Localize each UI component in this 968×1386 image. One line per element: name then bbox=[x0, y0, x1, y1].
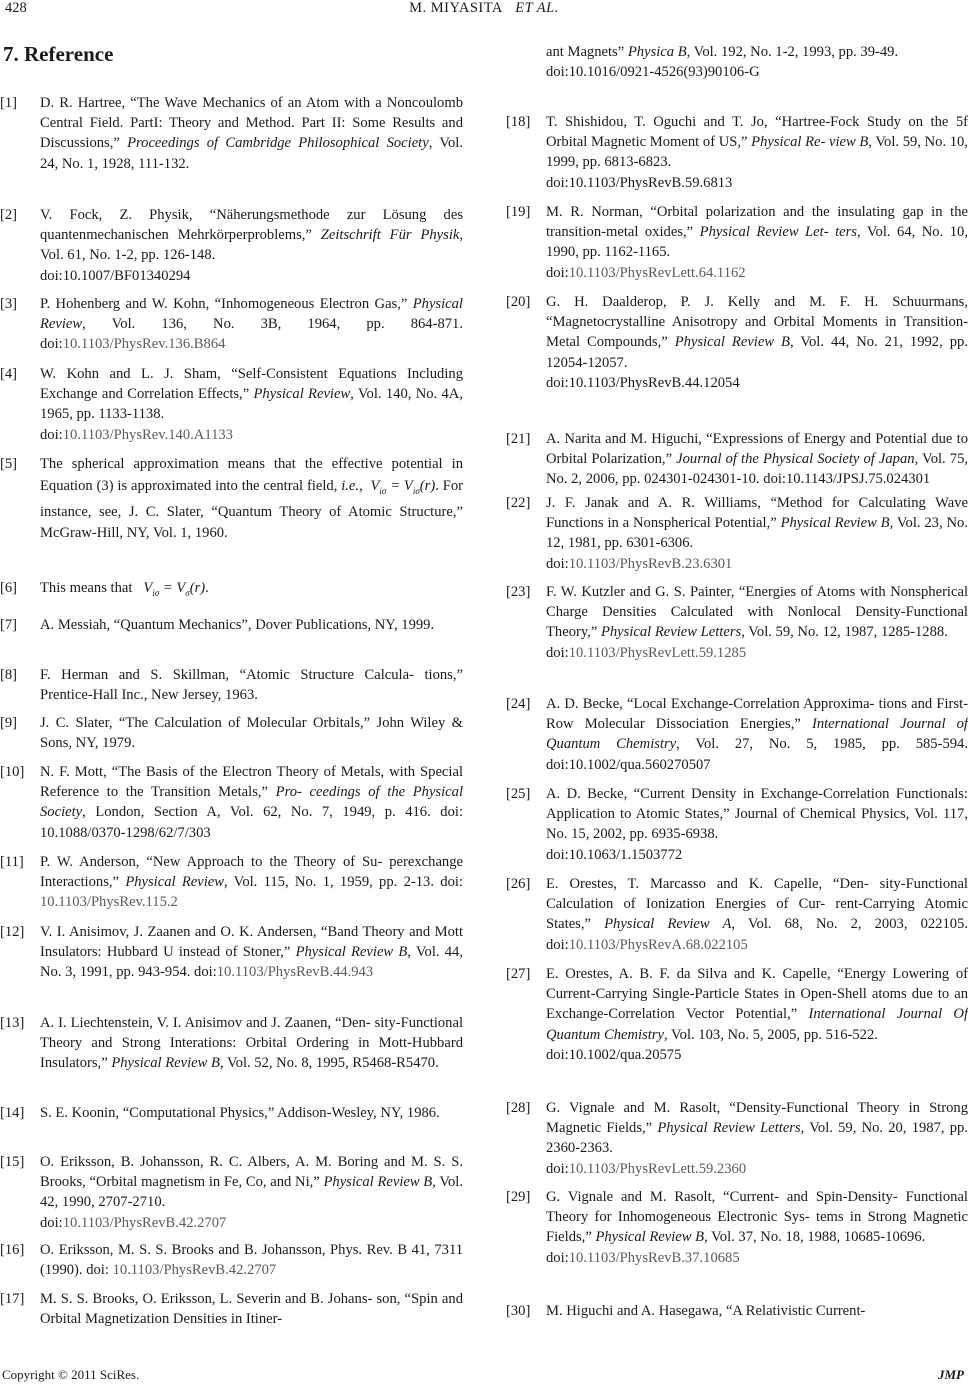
doi[interactable]: doi:10.1103/PhysRevB.59.6813 bbox=[546, 174, 733, 191]
doi[interactable]: doi:10.1007/BF01340294 bbox=[40, 267, 191, 284]
journal-title: Physical Review Let- ters bbox=[699, 224, 857, 241]
journal-title: Physical Review B bbox=[595, 1229, 705, 1246]
journal-title: Physical Re- view B bbox=[751, 134, 869, 151]
journal-title: Physical Review A bbox=[604, 916, 732, 933]
doi-link[interactable]: 10.1103/PhysRev.136.B864 bbox=[62, 336, 226, 353]
doi[interactable]: doi:10.1016/0921-4526(93)90106-G bbox=[546, 64, 760, 81]
doi[interactable]: doi:10.1002/qua.20575 bbox=[546, 1046, 682, 1063]
page-header bbox=[0, 0, 968, 22]
journal-title: Physical Review B bbox=[323, 1174, 433, 1191]
journal-title: Physical Review B bbox=[780, 515, 890, 532]
journal-abbrev: JMP bbox=[938, 1367, 964, 1382]
reference-17-continued: ant Magnets” Physica B, Vol. 192, No. 1-2, 1993, pp. 39-49. doi:10.1016/0921-4526(93)90106-G bbox=[546, 44, 899, 81]
et-al: ET AL. bbox=[515, 0, 559, 16]
journal-title: Journal of the Physical Society of Japan bbox=[676, 451, 915, 468]
journal-title: International Journal Of Quantum Chemistry bbox=[546, 1006, 968, 1043]
journal-title: Pro- ceedings of the Physical Society bbox=[40, 784, 463, 821]
journal-title: International Journal of Quantum Chemistry bbox=[546, 716, 968, 753]
journal-title: Physical Review bbox=[40, 296, 463, 333]
running-head-authors: M. MIYASITA ET AL. bbox=[409, 0, 559, 16]
journal-title: Physica B bbox=[627, 44, 687, 60]
section-title: 7. Reference bbox=[3, 42, 114, 66]
doi-link[interactable]: 10.1103/PhysRevB.44.943 bbox=[216, 964, 374, 981]
doi-link[interactable]: 10.1103/PhysRev.140.A1133 bbox=[62, 426, 233, 443]
doi[interactable]: doi:10.1103/PhysRevB.44.12054 bbox=[546, 374, 740, 391]
journal-title: Physical Review B bbox=[295, 944, 408, 961]
journal-title: Physical Review bbox=[125, 874, 224, 891]
page-number: 428 bbox=[5, 0, 27, 16]
doi-link[interactable]: 10.1103/PhysRevB.42.2707 bbox=[112, 1262, 277, 1279]
journal-title: Proceedings of Cambridge Philosophical Society bbox=[127, 135, 429, 152]
journal-title: Zeitschrift Für Physik bbox=[320, 227, 460, 244]
journal-title: Physical Review Letters bbox=[600, 624, 742, 641]
doi-link[interactable]: 10.1103/PhysRev.115.2 bbox=[40, 894, 178, 911]
copyright: Copyright © 2011 SciRes. bbox=[2, 1367, 140, 1382]
formula-potential: $V_{i\sigma} = V_\sigma(r)$ bbox=[143, 580, 206, 598]
doi-link[interactable]: 10.1103/PhysRevB.23.6301 bbox=[568, 555, 733, 572]
journal-title: Physical Review B bbox=[111, 1055, 220, 1072]
doi-link[interactable]: 10.1103/PhysRevLett.59.1285 bbox=[568, 644, 747, 661]
doi-link[interactable]: 10.1103/PhysRevLett.64.1162 bbox=[568, 264, 746, 281]
doi-link[interactable]: 10.1103/PhysRevA.68.022105 bbox=[568, 936, 748, 953]
doi-link[interactable]: 10.1103/PhysRevB.42.2707 bbox=[62, 1214, 227, 1231]
doi[interactable]: doi:10.1063/1.1503772 bbox=[546, 846, 683, 863]
journal-title: Physical Review B bbox=[674, 334, 790, 351]
doi-link[interactable]: 10.1103/PhysRevB.37.10685 bbox=[568, 1249, 740, 1266]
doi-link[interactable]: 10.1103/PhysRevLett.59.2360 bbox=[568, 1160, 747, 1177]
formula-potential: $V_{i\sigma} = V_{i\sigma}(r)$ bbox=[370, 477, 436, 496]
journal-title: Physical Review Letters bbox=[657, 1120, 801, 1137]
journal-title: Physical Review bbox=[253, 386, 351, 403]
